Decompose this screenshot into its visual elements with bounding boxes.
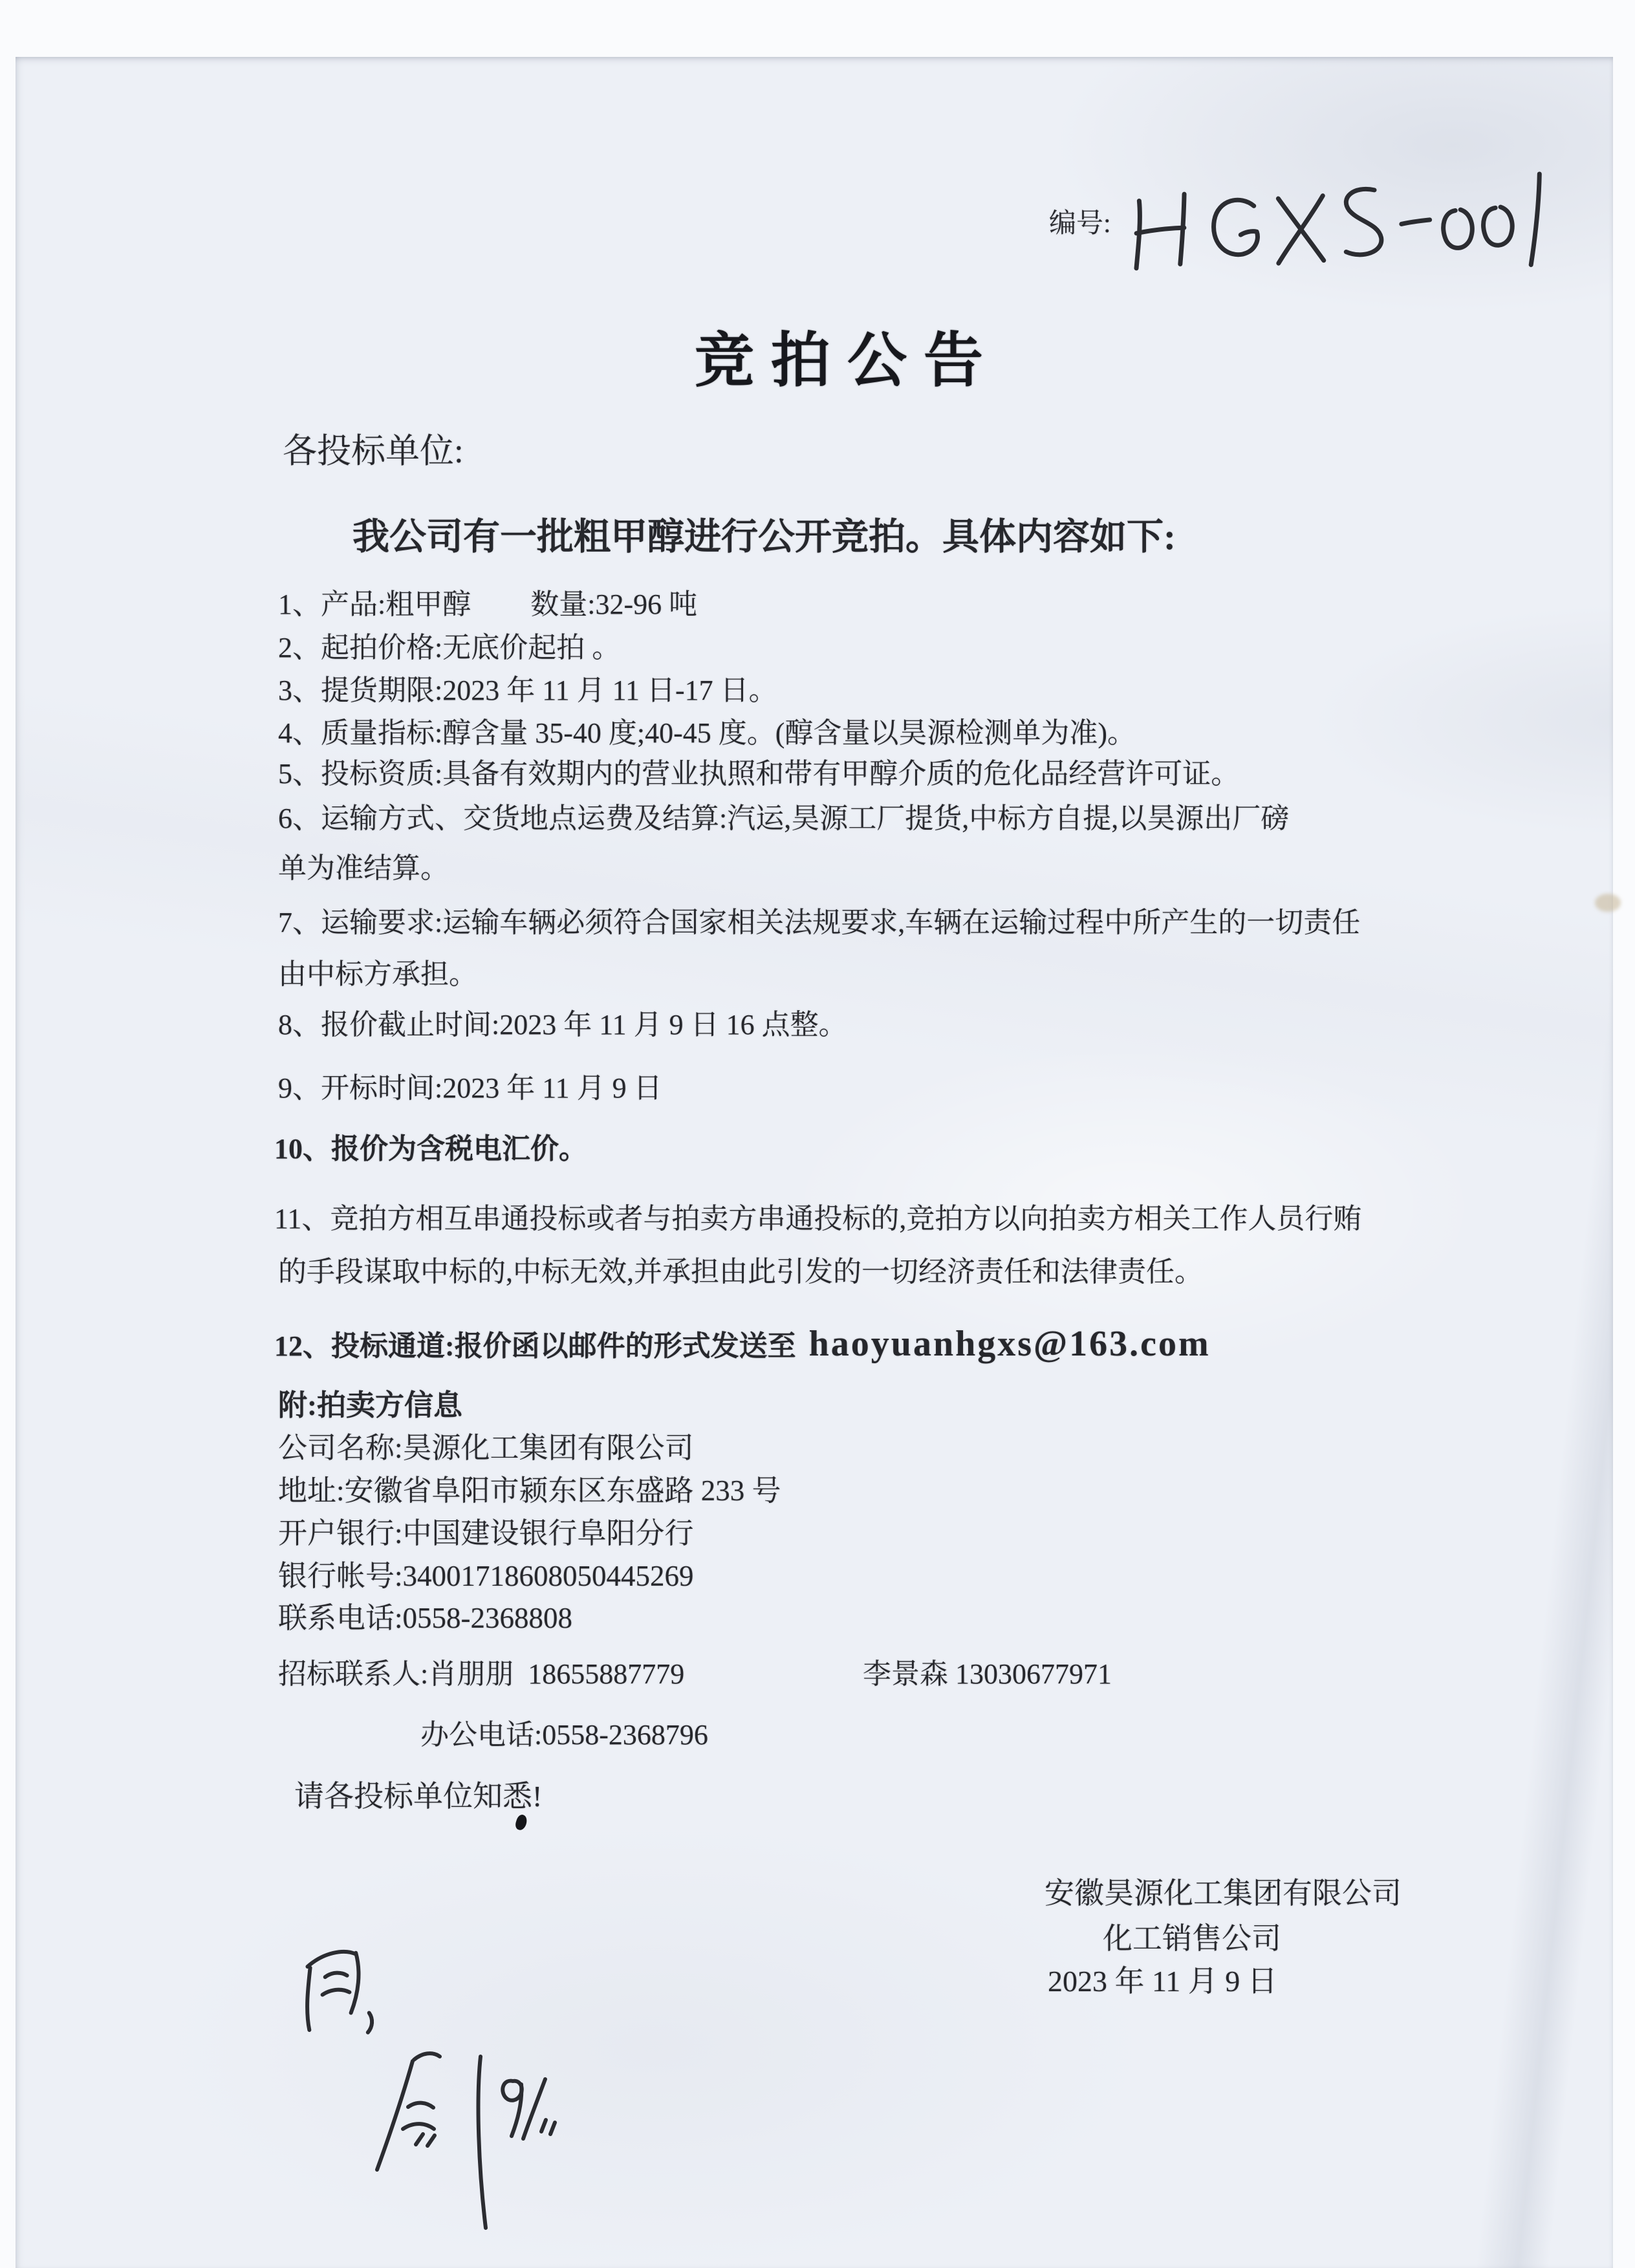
company-name-line: 公司名称:昊源化工集团有限公司 xyxy=(278,1432,694,1464)
bank-account-line: 银行帐号:34001718608050445269 xyxy=(278,1560,694,1592)
handwritten-approval-scribble xyxy=(288,1930,384,2049)
item-1-product: 1、产品:粗甲醇 xyxy=(278,589,471,620)
item-11-line2: 的手段谋取中标的,中标无效,并承担由此引发的一切经济责任和法律责任。 xyxy=(278,1256,1203,1288)
item-9: 9、开标时间:2023 年 11 月 9 日 xyxy=(278,1072,662,1104)
item-12-label: 12、投标通道:报价函以邮件的形式发送至 xyxy=(274,1330,796,1362)
handwritten-ref-code xyxy=(1120,162,1551,294)
item-1-quantity: 数量:32-96 吨 xyxy=(530,589,698,620)
item-8: 8、报价截止时间:2023 年 11 月 9 日 16 点整。 xyxy=(278,1009,847,1041)
bank-line: 开户银行:中国建设银行阜阳分行 xyxy=(278,1517,694,1550)
item-6-line1: 6、运输方式、交货地点运费及结算:汽运,昊源工厂提货,中标方自提,以昊源出厂磅 xyxy=(278,803,1290,834)
item-11-line1: 11、竞拍方相互串通投标或者与拍卖方串通投标的,竞拍方以向拍卖方相关工作人员行贿 xyxy=(274,1203,1362,1235)
handwritten-signature-scribble xyxy=(365,2044,559,2238)
contact-phone-line: 联系电话:0558-2368808 xyxy=(278,1602,572,1634)
item-5: 5、投标资质:具备有效期内的营业执照和带有甲醇介质的危化品经营许可证。 xyxy=(278,758,1240,790)
intro-sentence: 我公司有一批粗甲醇进行公开竞拍。具体内容如下: xyxy=(352,517,1176,557)
bid-contact-b: 李景森 13030677971 xyxy=(863,1658,1112,1690)
page-title: 竞拍公告 xyxy=(694,328,1001,394)
notice-line: 请各投标单位知悉! xyxy=(294,1780,543,1813)
item-7-line1: 7、运输要求:运输车辆必须符合国家相关法规要求,车辆在运输过程中所产生的一切责任 xyxy=(278,907,1361,938)
signoff-date: 2023 年 11 月 9 日 xyxy=(1048,1965,1277,1998)
signoff-company-2: 化工销售公司 xyxy=(1103,1922,1281,1955)
item-2: 2、起拍价格:无底价起拍 。 xyxy=(278,632,621,664)
item-4: 4、质量指标:醇含量 35-40 度;40-45 度。(醇含量以昊源检测单为准)。 xyxy=(278,717,1136,749)
item-12 xyxy=(274,1323,1211,1365)
item-1 xyxy=(278,589,697,621)
bid-contact-a: 招标联系人:肖朋朋 18655887779 xyxy=(278,1658,685,1690)
attachment-heading: 附:拍卖方信息 xyxy=(278,1389,462,1421)
office-phone-line: 办公电话:0558-2368796 xyxy=(420,1719,708,1751)
item-3: 3、提货期限:2023 年 11 月 11 日-17 日。 xyxy=(278,675,777,706)
item-6-line2: 单为准结算。 xyxy=(278,852,449,884)
item-7-line2: 由中标方承担。 xyxy=(278,958,477,990)
salutation: 各投标单位: xyxy=(283,433,464,470)
paper-smudge xyxy=(1595,894,1621,912)
item-10: 10、报价为含税电汇价。 xyxy=(274,1133,587,1165)
address-line: 地址:安徽省阜阳市颍东区东盛路 233 号 xyxy=(278,1474,781,1507)
signoff-company-1: 安徽昊源化工集团有限公司 xyxy=(1045,1877,1402,1910)
item-12-email: haoyuanhgxs@163.com xyxy=(808,1324,1211,1364)
ref-number-label: 编号: xyxy=(1049,209,1111,239)
